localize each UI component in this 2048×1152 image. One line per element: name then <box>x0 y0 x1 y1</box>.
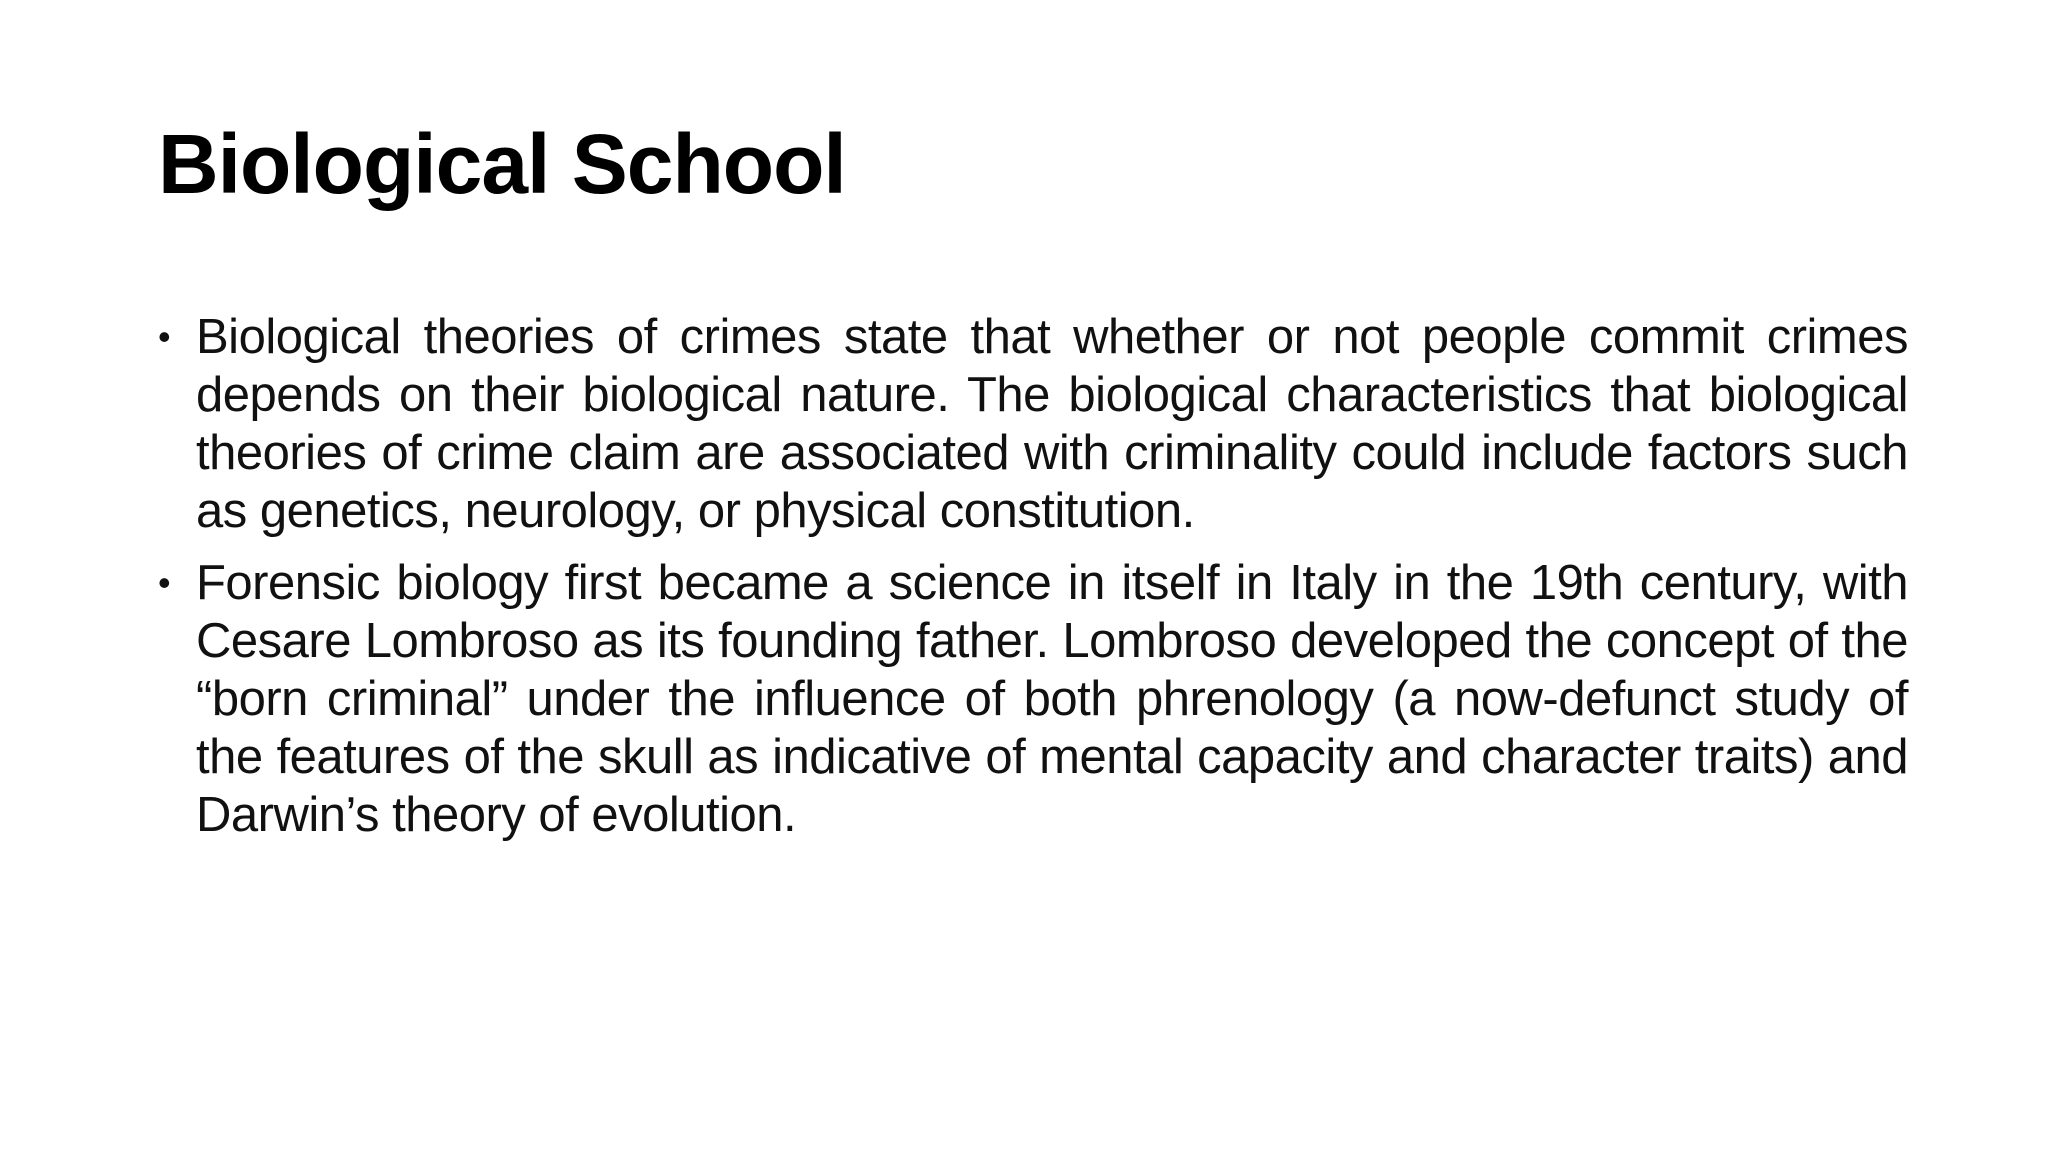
bullet-text: Biological theories of crimes state that whether or not people commit crimes depends on their biological nature. The biological characteristics that biological theories of crime claim are associated with criminality could include factors such as genetics, neurology, or physical constitution. <box>196 310 1908 538</box>
bullet-marker-icon: • <box>158 316 171 357</box>
bullet-marker-icon: • <box>158 562 171 603</box>
bullet-text: Forensic biology first became a science in itself in Italy in the 19th century, with Cesare Lombroso as its founding father. Lombroso developed the concept of the “born criminal” under the influence of both phrenology (a now-defunct study of the features of the skull as indicative of mental capacity and character traits) and Darwin’s theory of evolution. <box>196 556 1908 842</box>
bullet-item-biological-theories <box>158 308 1908 540</box>
slide-title: Biological School <box>158 117 846 211</box>
bullet-list <box>158 308 1908 858</box>
bullet-item-forensic-biology <box>158 554 1908 844</box>
